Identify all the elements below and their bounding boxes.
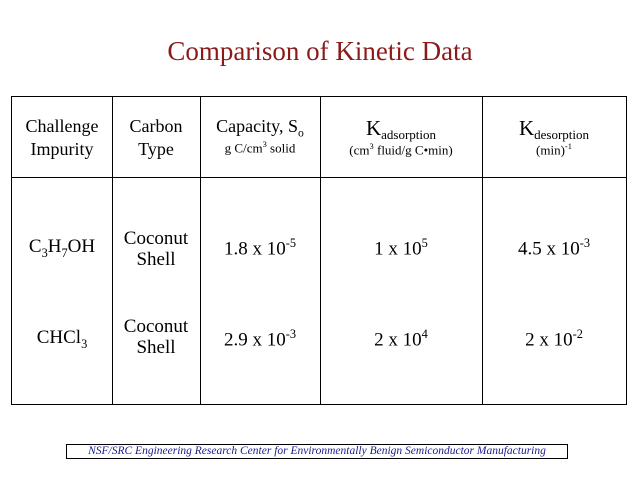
row2-carbon-line1: Coconut	[123, 316, 189, 337]
header-challenge-line2: Impurity	[30, 138, 94, 159]
row2-k-desorption: 2 x $10^{-2}$	[525, 327, 583, 351]
header-kads-title: $K_{adsorption}$	[365, 116, 437, 143]
header-kads-units: ($cm^3$ fluid/g C•min)	[349, 141, 453, 158]
row2-k-adsorption: 2 x $10^4$	[374, 327, 428, 351]
row1-carbon-line1: Coconut	[123, 228, 189, 249]
row1-carbon-type	[112, 229, 200, 271]
header-carbon-line1: Carbon	[129, 116, 183, 136]
header-carbon-type	[112, 117, 200, 160]
header-carbon-line2: Type	[138, 138, 174, 159]
header-capacity-title: Capacity, $S_o$	[216, 116, 304, 140]
row2-impurity: CHCl$_3$	[36, 327, 88, 351]
row1-k-desorption: 4.5 x $10^{-3}$	[517, 236, 591, 260]
slide-title: Comparison of Kinetic Data	[167, 36, 473, 66]
row1-k-adsorption: 1 x $10^5$	[374, 236, 428, 260]
header-challenge-impurity	[12, 117, 112, 160]
header-capacity-units: g $C/cm^3$ solid	[224, 139, 296, 156]
header-kdes-units: $(\min)^{-1}$	[536, 141, 572, 158]
header-k-desorption	[482, 117, 626, 158]
row1-carbon-line2: Shell	[136, 248, 176, 270]
row2-capacity: 2.9 x $10^{-3}$	[223, 327, 297, 351]
header-challenge-line1: Challenge	[25, 116, 99, 136]
header-k-adsorption	[320, 117, 482, 158]
row1-capacity: 1.8 x $10^{-5}$	[223, 236, 297, 260]
footer-caption: NSF/SRC Engineering Research Center for Environmentally Benign Semiconductor Manufacturing	[66, 444, 568, 459]
header-kdes-title: $K_{desorption}$	[518, 116, 590, 143]
row2-carbon-type	[112, 317, 200, 359]
row1-impurity: $C_3H_7OH$	[28, 236, 96, 260]
row2-carbon-line2: Shell	[136, 336, 176, 358]
header-capacity	[200, 117, 320, 156]
header-divider	[12, 177, 626, 178]
kinetic-data-table	[11, 96, 627, 405]
